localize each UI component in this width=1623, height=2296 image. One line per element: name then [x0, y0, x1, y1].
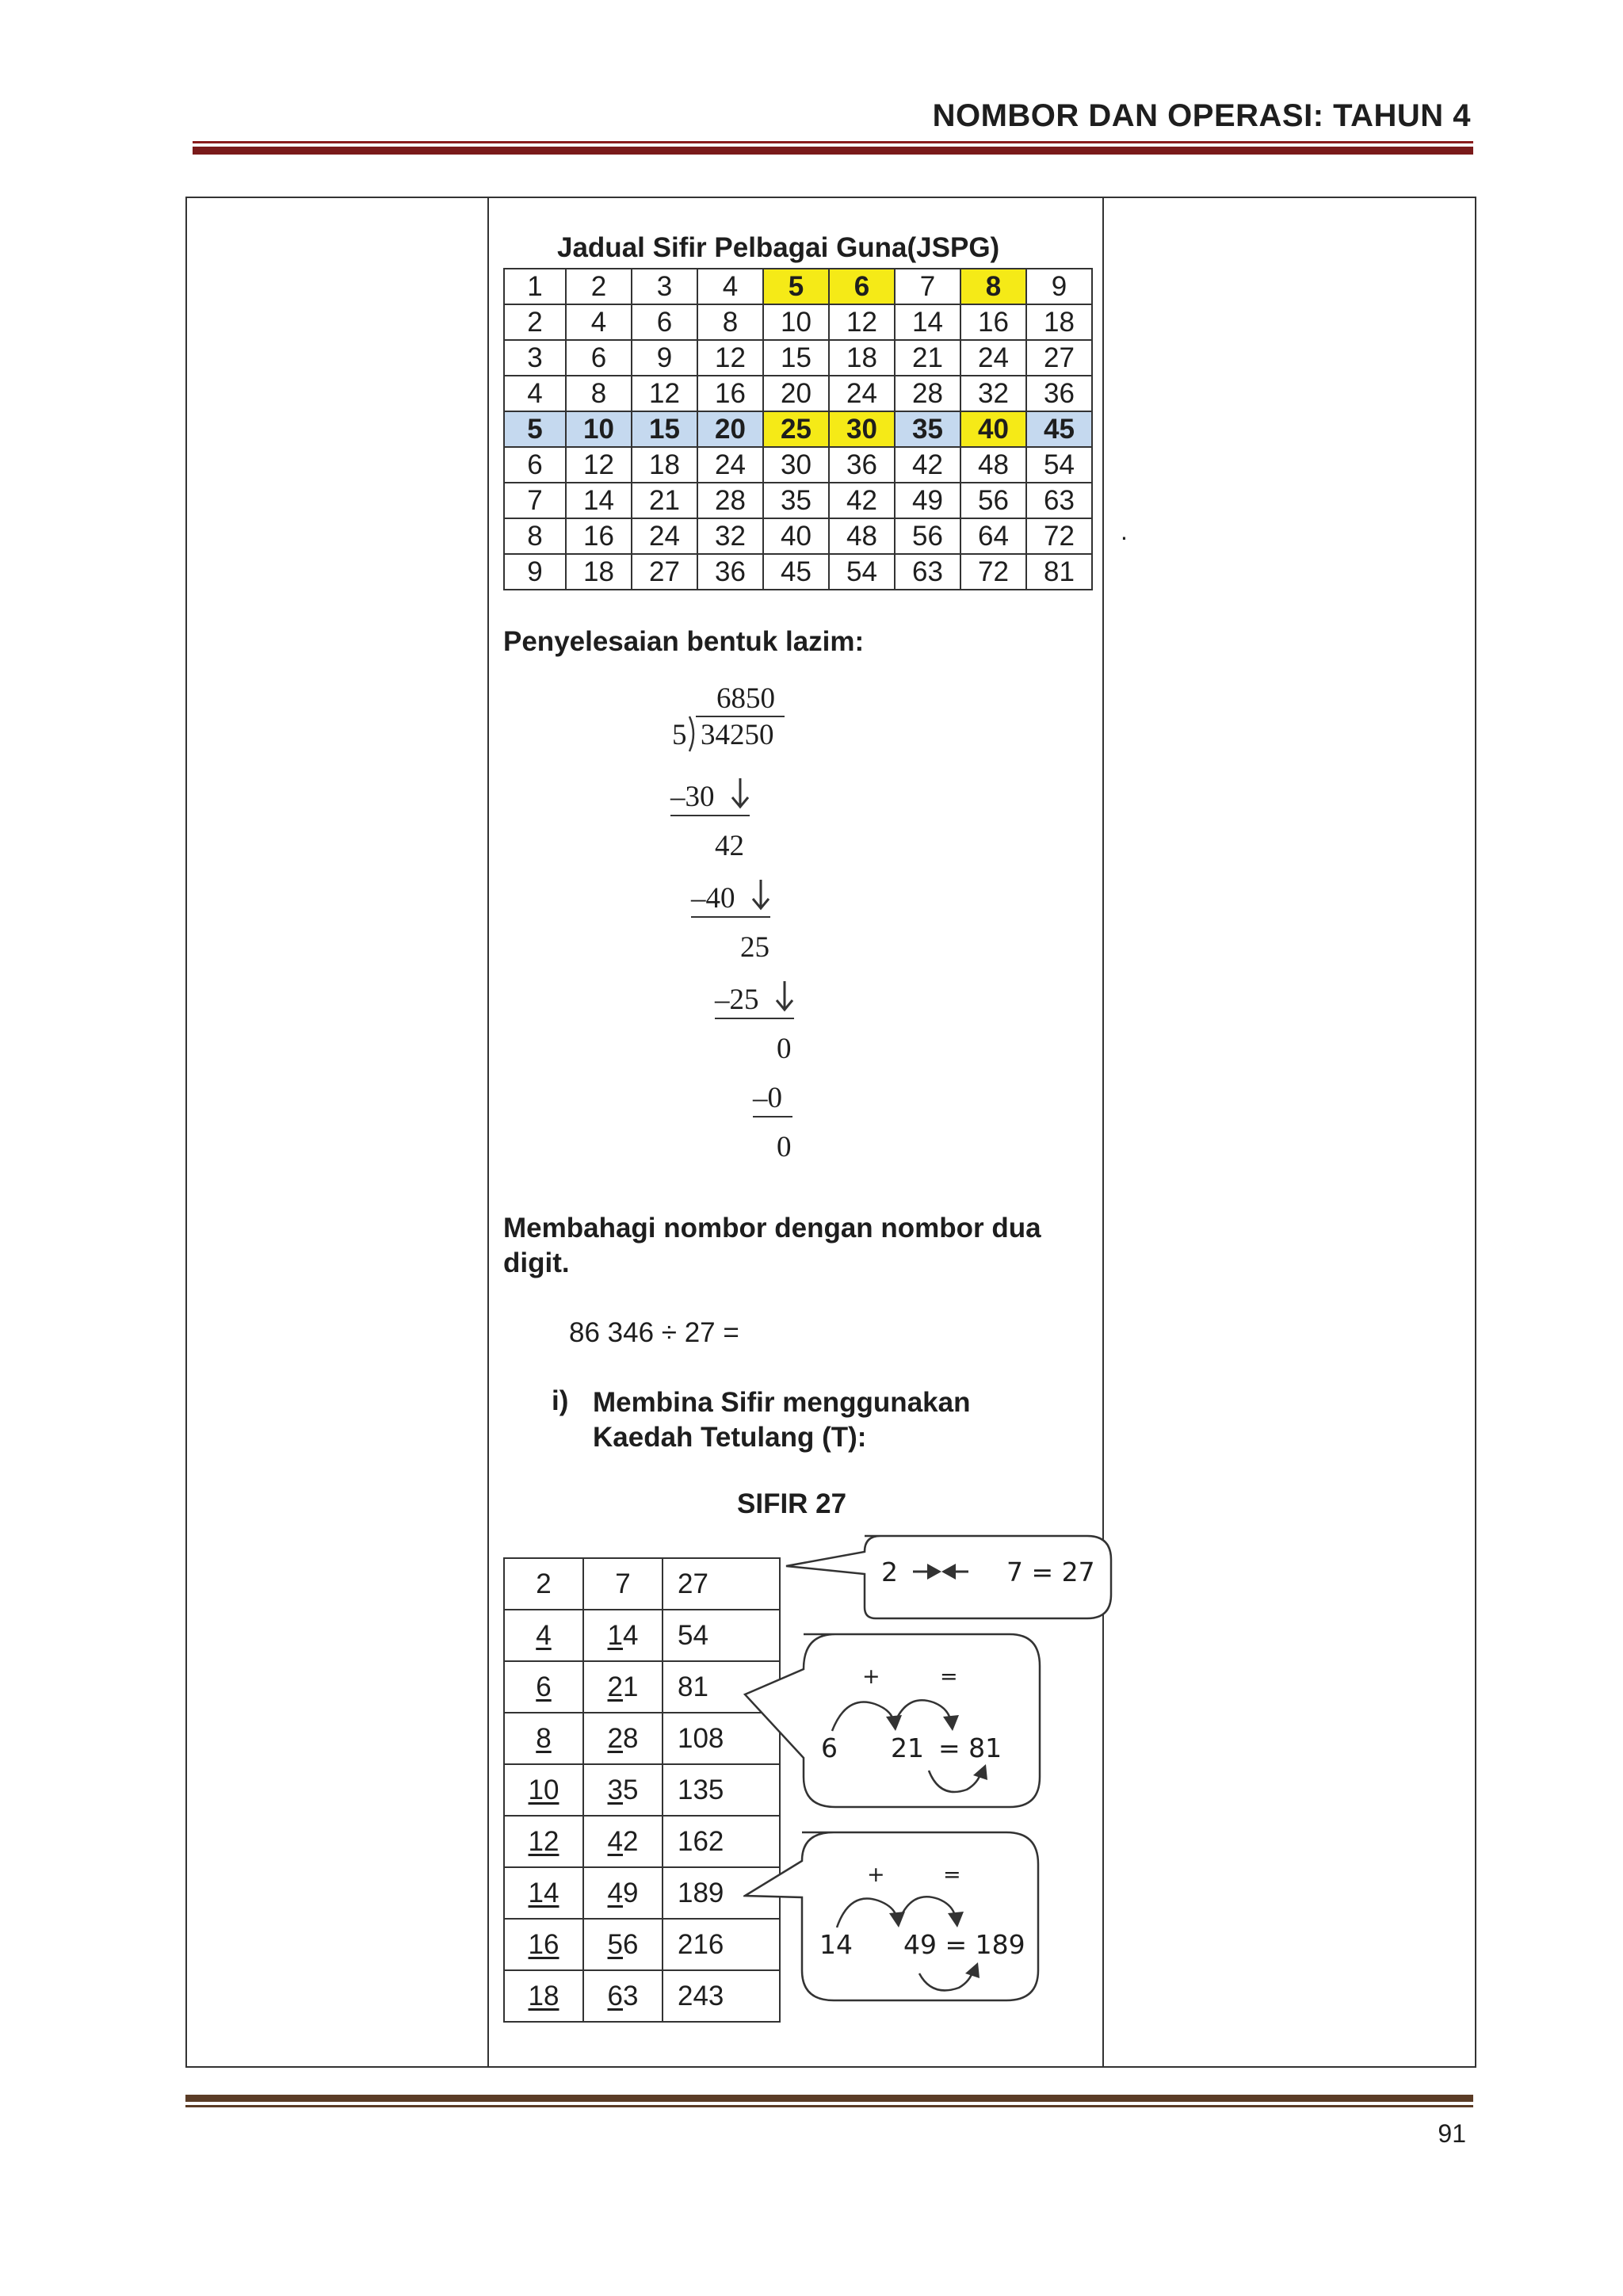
division-bar [696, 716, 785, 717]
jspg-cell: 8 [566, 376, 632, 411]
sifir-cell-product: 216 [663, 1919, 780, 1970]
sifir-ones-digit: 1 [623, 1671, 639, 1702]
jspg-cell: 5 [763, 269, 829, 304]
sifir-cell-product: 81 [663, 1661, 780, 1713]
step-subtract-4: –0 [753, 1082, 782, 1114]
step-i-text: Membina Sifir menggunakan Kaedah Tetulang (T): [593, 1387, 971, 1453]
jspg-cell: 24 [632, 518, 697, 554]
jspg-cell: 72 [960, 554, 1026, 590]
sifir-cell-multiple-7 [583, 1610, 663, 1661]
arrow-down-icon [750, 878, 772, 911]
callout-3-a: 14 [819, 1929, 853, 1960]
callout-3-plus: + [867, 1862, 885, 1887]
jspg-cell: 10 [566, 411, 632, 447]
step-remainder-2: 25 [740, 931, 769, 964]
jspg-cell: 14 [566, 483, 632, 518]
sifir-ones-digit: 5 [623, 1774, 639, 1805]
callout-3-b: 49 = 189 [903, 1929, 1025, 1960]
jspg-row [504, 518, 1092, 554]
jspg-cell: 12 [632, 376, 697, 411]
jspg-cell: 7 [504, 483, 566, 518]
sifir-tens-digit: 2 [607, 1671, 623, 1702]
sifir-even-value: 6 [536, 1671, 552, 1702]
sifir-ones-digit: 7 [615, 1568, 631, 1599]
column-divider-left [487, 197, 489, 2068]
jspg-cell: 28 [697, 483, 763, 518]
sifir-row [504, 1610, 780, 1661]
jspg-cell: 28 [895, 376, 960, 411]
callout-2-b: 21 [891, 1733, 924, 1763]
jspg-cell: 9 [504, 554, 566, 590]
sifir-ones-digit: 8 [623, 1722, 639, 1754]
sifir-row [504, 1764, 780, 1816]
division-equation: 86 346 ÷ 27 = [569, 1317, 739, 1348]
jspg-cell: 35 [763, 483, 829, 518]
jspg-title: Jadual Sifir Pelbagai Guna(JSPG) [557, 232, 1000, 263]
step-remainder-3: 0 [777, 1033, 792, 1065]
jspg-cell: 16 [960, 304, 1026, 340]
sifir-cell-multiple-7 [583, 1919, 663, 1970]
sifir-cell-product: 27 [663, 1558, 780, 1610]
footer-rule-thick [185, 2095, 1473, 2102]
jspg-row [504, 554, 1092, 590]
sifir-tens-digit: 6 [607, 1980, 623, 2011]
jspg-cell: 48 [960, 447, 1026, 483]
jspg-cell: 45 [763, 554, 829, 590]
jspg-cell: 20 [763, 376, 829, 411]
header-rule-thin [193, 141, 1473, 143]
jspg-cell: 6 [504, 447, 566, 483]
sifir-tens-digit: 2 [607, 1722, 623, 1754]
sifir-even-value: 16 [528, 1928, 559, 1960]
sifir-row [504, 1558, 780, 1610]
jspg-row [504, 304, 1092, 340]
jspg-cell: 32 [960, 376, 1026, 411]
callout-2-plus: + [862, 1664, 880, 1689]
jspg-cell: 2 [566, 269, 632, 304]
jspg-cell: 18 [566, 554, 632, 590]
sifir-cell-product: 108 [663, 1713, 780, 1764]
sifir-tens-digit: 1 [607, 1619, 623, 1651]
jspg-cell: 6 [829, 269, 895, 304]
jspg-cell: 81 [1026, 554, 1092, 590]
jspg-row [504, 269, 1092, 304]
sifir-cell-multiple-7 [583, 1970, 663, 2022]
jspg-cell: 40 [960, 411, 1026, 447]
jspg-cell: 12 [697, 340, 763, 376]
sifir-row [504, 1970, 780, 2022]
sifir-cell-product: 135 [663, 1764, 780, 1816]
jspg-cell: 56 [895, 518, 960, 554]
jspg-cell: 30 [763, 447, 829, 483]
sifir-even-value: 2 [536, 1568, 552, 1599]
arrow-down-icon [773, 980, 796, 1013]
jspg-cell: 21 [632, 483, 697, 518]
page-header-title: NOMBOR DAN OPERASI: TAHUN 4 [932, 98, 1471, 133]
division-bracket [685, 715, 701, 755]
jspg-cell: 14 [895, 304, 960, 340]
jspg-cell: 42 [829, 483, 895, 518]
sifir-cell-product: 243 [663, 1970, 780, 2022]
divisor: 5 [672, 719, 687, 751]
sifir-cell-product: 189 [663, 1867, 780, 1919]
sifir-cell-even [504, 1970, 583, 2022]
step-subtract-3: –25 [715, 984, 759, 1016]
jspg-row [504, 483, 1092, 518]
sifir-cell-multiple-7 [583, 1867, 663, 1919]
sifir-ones-digit: 6 [623, 1928, 639, 1960]
jspg-cell: 12 [566, 447, 632, 483]
jspg-cell: 16 [697, 376, 763, 411]
jspg-cell: 24 [829, 376, 895, 411]
jspg-cell: 12 [829, 304, 895, 340]
jspg-row [504, 411, 1092, 447]
callout-bubble-2 [743, 1631, 1044, 1812]
jspg-cell: 49 [895, 483, 960, 518]
dividend: 34250 [701, 719, 774, 751]
sifir-even-value: 10 [528, 1774, 559, 1805]
sifir-cell-multiple-7 [583, 1713, 663, 1764]
callout-3-eq: = [943, 1862, 961, 1887]
sifir-cell-even [504, 1816, 583, 1867]
jspg-cell: 30 [829, 411, 895, 447]
callout-bubble-3 [743, 1829, 1044, 2005]
sifir-tens-digit: 4 [607, 1877, 623, 1908]
jspg-cell: 24 [697, 447, 763, 483]
step-line-4 [753, 1116, 792, 1117]
step-i-marker: i) [552, 1385, 569, 1416]
jspg-cell: 36 [829, 447, 895, 483]
jspg-cell: 2 [504, 304, 566, 340]
jspg-cell: 1 [504, 269, 566, 304]
sifir-row [504, 1867, 780, 1919]
header-rule-thick [193, 147, 1473, 155]
step-line-1 [670, 815, 750, 816]
jspg-cell: 25 [763, 411, 829, 447]
sifir-cell-multiple-7 [583, 1764, 663, 1816]
step-subtract-2: –40 [691, 882, 735, 915]
jspg-cell: 4 [566, 304, 632, 340]
jspg-cell: 18 [632, 447, 697, 483]
sifir-tens-digit: 5 [607, 1928, 623, 1960]
jspg-cell: 36 [697, 554, 763, 590]
jspg-cell: 45 [1026, 411, 1092, 447]
sifir-cell-multiple-7 [583, 1558, 663, 1610]
jspg-cell: 42 [895, 447, 960, 483]
sifir-ones-digit: 2 [623, 1825, 639, 1857]
jspg-cell: 27 [632, 554, 697, 590]
sifir-tens-digit: 3 [607, 1774, 623, 1805]
sifir-row [504, 1816, 780, 1867]
jspg-cell: 4 [504, 376, 566, 411]
jspg-cell: 27 [1026, 340, 1092, 376]
sifir-cell-even [504, 1919, 583, 1970]
jspg-cell: 18 [829, 340, 895, 376]
jspg-cell: 32 [697, 518, 763, 554]
callout-2-result: = 81 [938, 1733, 1002, 1763]
jspg-cell: 18 [1026, 304, 1092, 340]
jspg-cell: 20 [697, 411, 763, 447]
jspg-cell: 10 [763, 304, 829, 340]
sifir-cell-even [504, 1558, 583, 1610]
jspg-cell: 54 [829, 554, 895, 590]
jspg-cell: 24 [960, 340, 1026, 376]
step-remainder-1: 42 [715, 830, 744, 862]
sifir-row [504, 1661, 780, 1713]
jspg-cell: 4 [697, 269, 763, 304]
two-digit-heading: Membahagi nombor dengan nombor dua digit. [503, 1213, 1041, 1278]
sifir-ones-digit: 9 [623, 1877, 639, 1908]
arrow-down-icon [729, 777, 751, 810]
jspg-cell: 40 [763, 518, 829, 554]
sifir-title: SIFIR 27 [737, 1488, 847, 1519]
sifir-cell-even [504, 1713, 583, 1764]
long-division-heading: Penyelesaian bentuk lazim: [503, 626, 865, 657]
jspg-cell: 64 [960, 518, 1026, 554]
jspg-cell: 7 [895, 269, 960, 304]
jspg-cell: 48 [829, 518, 895, 554]
sifir-cell-even [504, 1661, 583, 1713]
sifir-cell-even [504, 1610, 583, 1661]
jspg-cell: 63 [895, 554, 960, 590]
sifir-row [504, 1713, 780, 1764]
jspg-cell: 8 [504, 518, 566, 554]
sifir-even-value: 14 [528, 1877, 559, 1908]
sifir-even-value: 4 [536, 1619, 552, 1651]
jspg-cell: 3 [504, 340, 566, 376]
jspg-cell: 9 [632, 340, 697, 376]
sifir-cell-multiple-7 [583, 1816, 663, 1867]
sifir-even-value: 18 [528, 1980, 559, 2011]
step-line-3 [715, 1018, 794, 1019]
sifir-cell-even [504, 1764, 583, 1816]
quotient: 6850 [716, 682, 775, 715]
sifir-row [504, 1919, 780, 1970]
jspg-cell: 16 [566, 518, 632, 554]
footer-rule-thin [185, 2105, 1473, 2107]
sifir-cell-even [504, 1867, 583, 1919]
column-divider-right [1102, 197, 1104, 2068]
sifir-even-value: 12 [528, 1825, 559, 1857]
jspg-cell: 8 [697, 304, 763, 340]
sifir-ones-digit: 3 [623, 1980, 639, 2011]
jspg-cell: 6 [566, 340, 632, 376]
jspg-cell: 21 [895, 340, 960, 376]
jspg-cell: 35 [895, 411, 960, 447]
step-line-2 [691, 916, 770, 918]
jspg-cell: 36 [1026, 376, 1092, 411]
jspg-cell: 3 [632, 269, 697, 304]
callout-1-right: 7 = 27 [1006, 1557, 1095, 1587]
callout-1-left: 2 [881, 1557, 898, 1587]
jspg-cell: 15 [632, 411, 697, 447]
stray-dot: . [1121, 517, 1128, 545]
jspg-cell: 63 [1026, 483, 1092, 518]
step-remainder-4: 0 [777, 1131, 792, 1163]
callout-2-a: 6 [821, 1733, 838, 1763]
jspg-cell: 15 [763, 340, 829, 376]
sifir-cell-product: 162 [663, 1816, 780, 1867]
jspg-cell: 54 [1026, 447, 1092, 483]
page-number: 91 [1438, 2119, 1466, 2148]
jspg-cell: 8 [960, 269, 1026, 304]
jspg-row [504, 447, 1092, 483]
callout-2-eq: = [940, 1664, 958, 1689]
step-subtract-1: –30 [670, 781, 715, 813]
sifir-tens-digit: 4 [607, 1825, 623, 1857]
sifir-cell-multiple-7 [583, 1661, 663, 1713]
sifir-27-table [503, 1557, 781, 2023]
jspg-row [504, 340, 1092, 376]
jspg-cell: 56 [960, 483, 1026, 518]
jspg-cell: 72 [1026, 518, 1092, 554]
jspg-cell: 6 [632, 304, 697, 340]
sifir-cell-product: 54 [663, 1610, 780, 1661]
sifir-even-value: 8 [536, 1722, 552, 1754]
jspg-cell: 9 [1026, 269, 1092, 304]
jspg-cell: 5 [504, 411, 566, 447]
jspg-row [504, 376, 1092, 411]
sifir-ones-digit: 4 [623, 1619, 639, 1651]
jspg-table [503, 268, 1093, 590]
